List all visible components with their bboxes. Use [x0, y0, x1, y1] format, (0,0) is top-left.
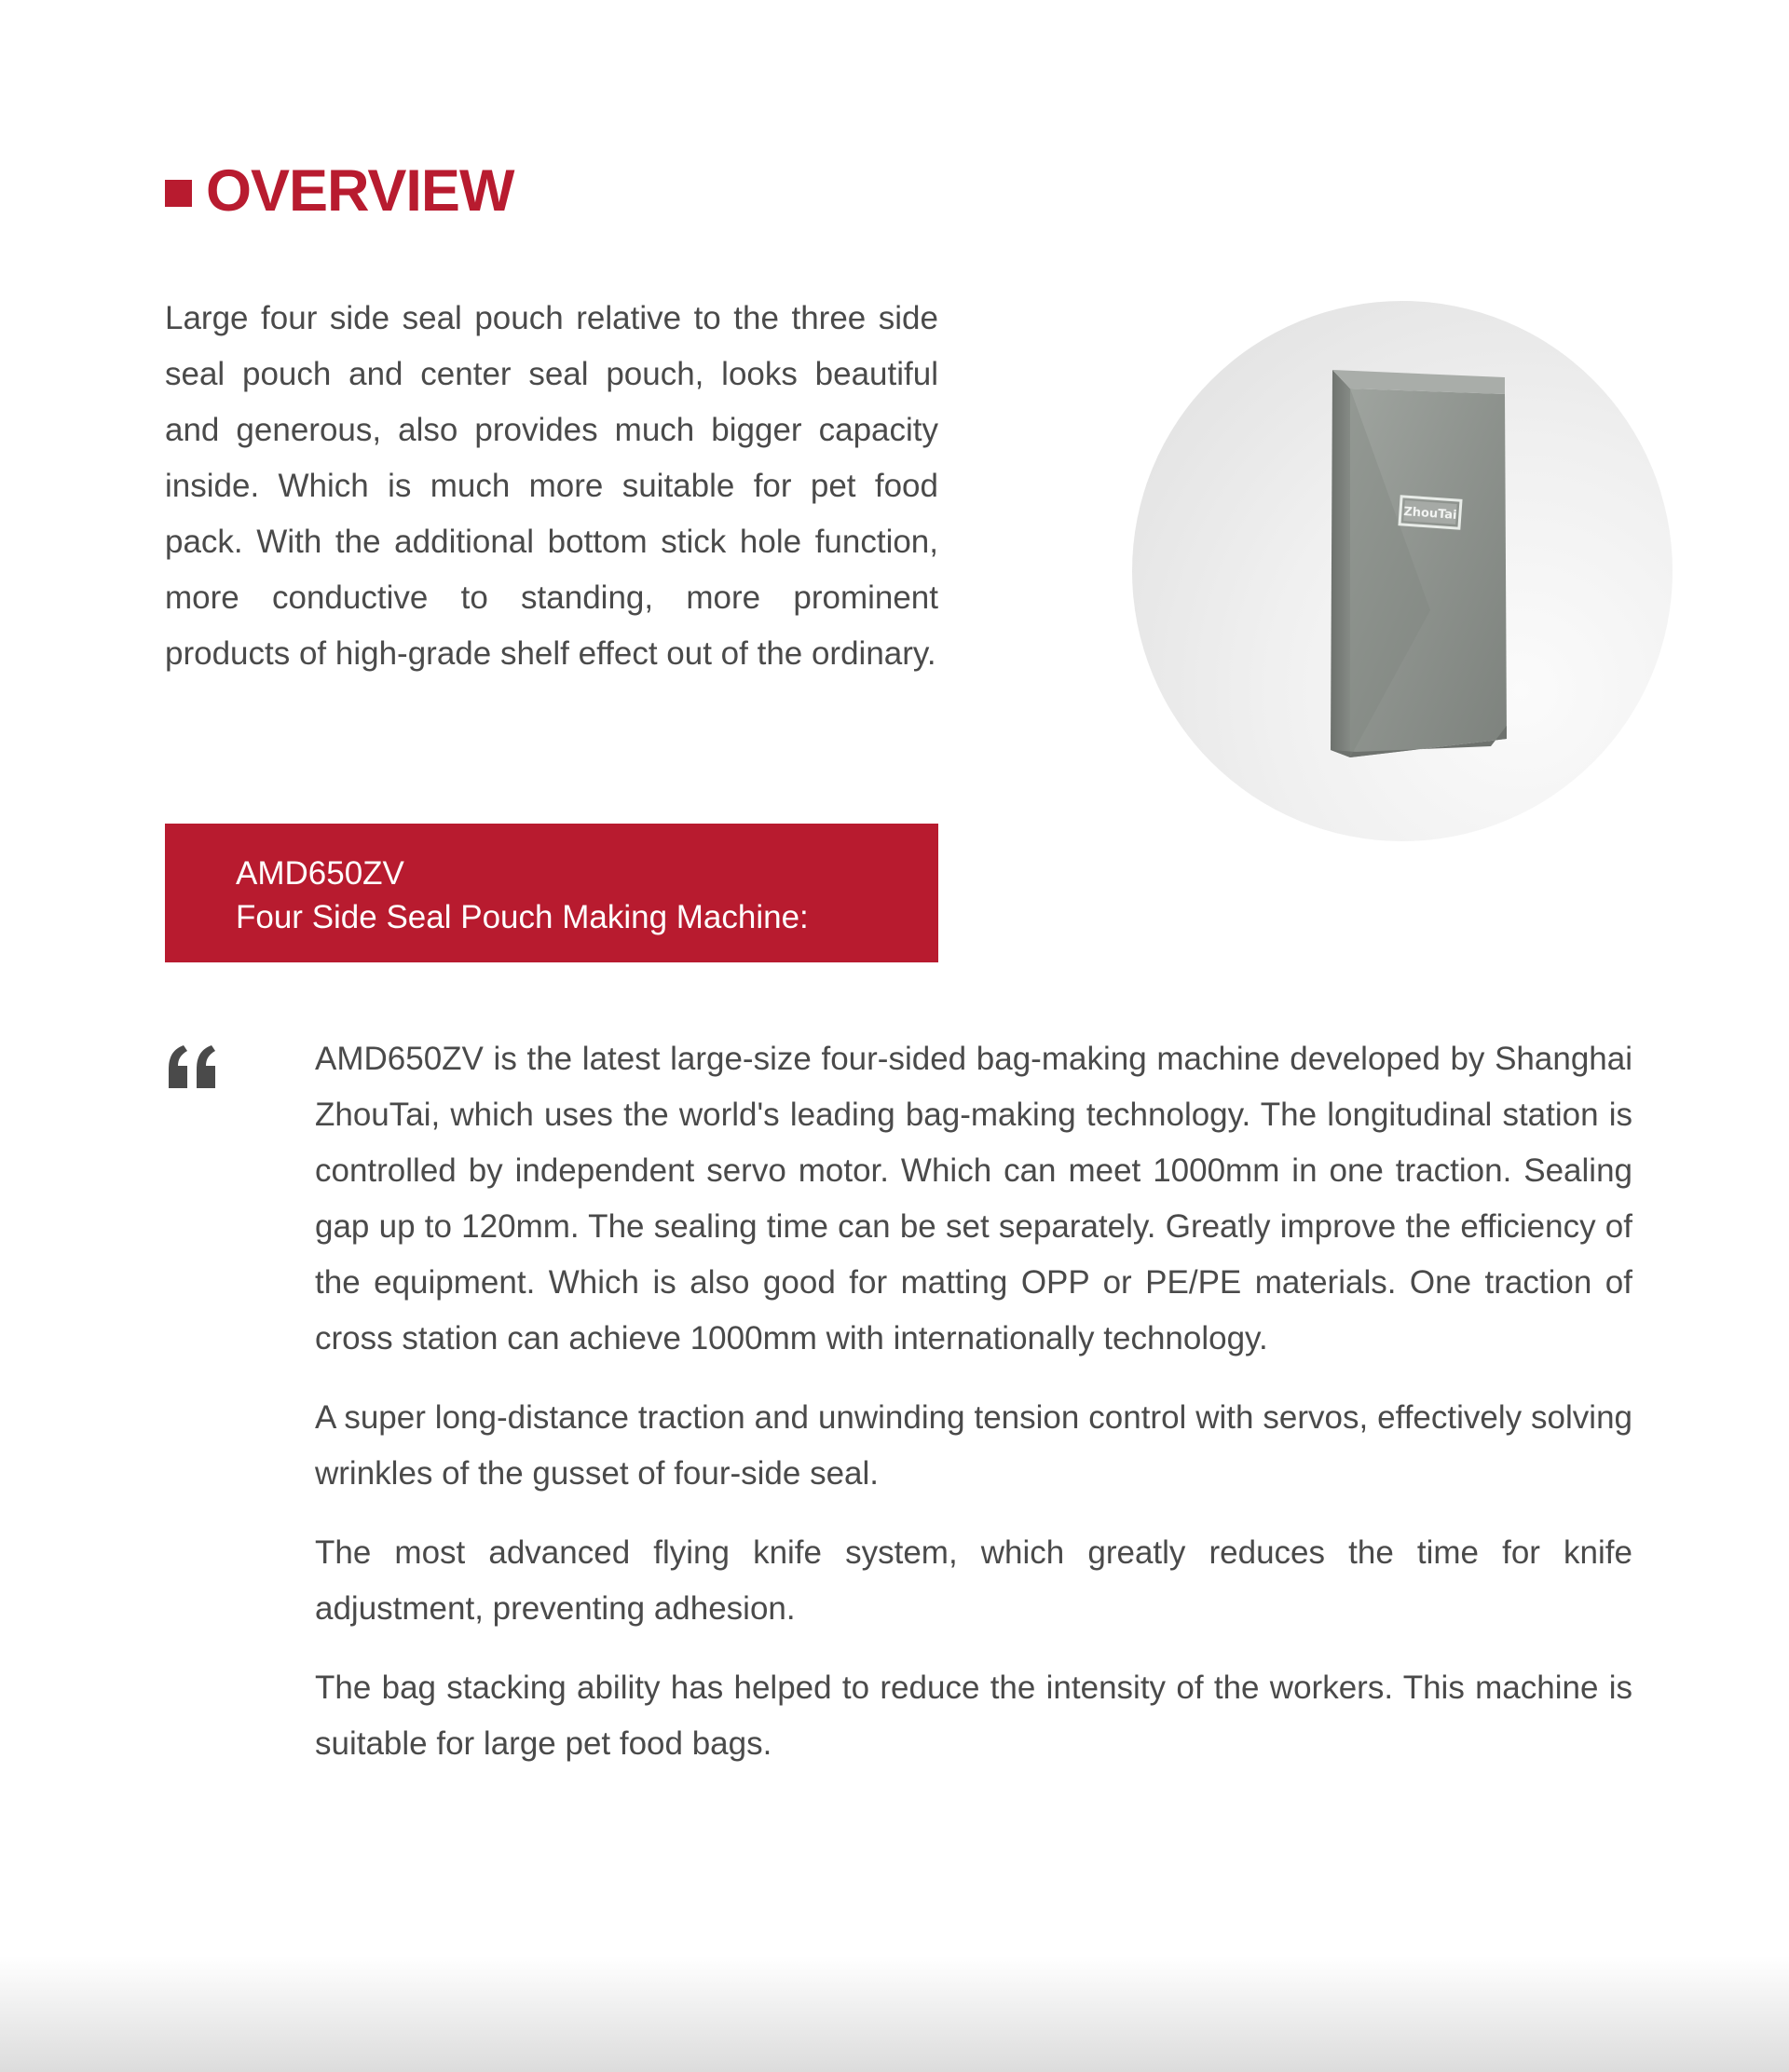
pouch-product-image: [1328, 368, 1514, 773]
description-paragraph: AMD650ZV is the latest large-size four-sided bag-making machine developed by Shanghai ZhouTai, which uses the world's leading bag-making technology. The longitudinal station is controlled by independent servo motor. Which can meet 1000mm in one traction. Sealing gap up to 120mm. The sealing time can be set separately. Greatly improve the efficiency of the equipment. Which is also good for matting OPP or PE/PE materials. One traction of cross station can achieve 1000mm with internationally technology.: [315, 1041, 1632, 1356]
model-code: AMD650ZV: [236, 855, 404, 892]
quote-icon: [165, 1043, 221, 1095]
section-title: OVERVIEW: [206, 158, 514, 224]
description-paragraph: The most advanced flying knife system, which greatly reduces the time for knife adjustment, preventing adhesion.: [315, 1534, 1632, 1627]
pouch-brand-label: ZhouTai: [1402, 505, 1457, 523]
description-paragraph: The bag stacking ability has helped to reduce the intensity of the workers. This machine is suitable for large pet food bags.: [315, 1670, 1632, 1762]
machine-description: [315, 1031, 1632, 1795]
description-paragraph: A super long-distance traction and unwinding tension control with servos, effectively solving wrinkles of the gusset of four-side seal.: [315, 1399, 1632, 1492]
square-marker-icon: [165, 180, 192, 207]
bottom-fade: [0, 1956, 1789, 2072]
model-name: Four Side Seal Pouch Making Machine:: [236, 899, 809, 935]
overview-heading: [165, 158, 513, 224]
model-banner: [165, 824, 938, 962]
intro-paragraph: Large four side seal pouch relative to the three side seal pouch and center seal pouch, looks beautiful and generous, also provides much bigger capacity inside. Which is much more suitable for pet food pack. With the additional bottom stick hole function, more conductive to standing, more prominent products of high-grade shelf effect out of the ordinary.: [165, 300, 938, 672]
